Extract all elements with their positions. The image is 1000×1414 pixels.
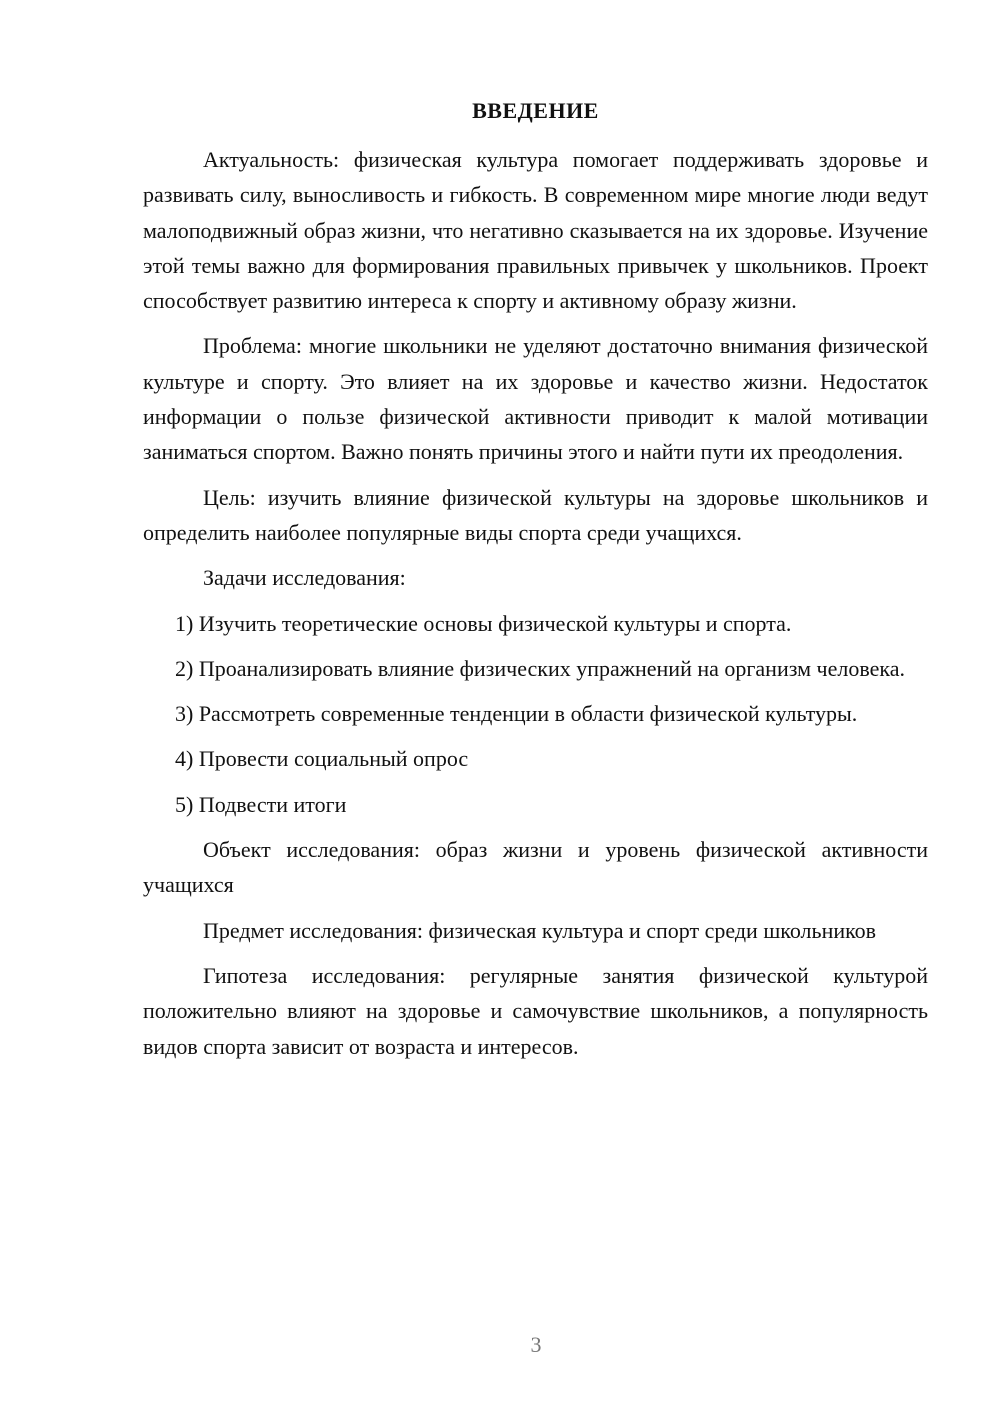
task-item-4: 4) Провести социальный опрос [175, 746, 469, 772]
page-number: 3 [530, 1332, 542, 1357]
paragraph-relevance: Актуальность: физическая культура помогает поддерживать здоровье и развивать силу, выносливость и гибкость. В современном мире многие люди ведут малоподвижный образ жизни, что негативно сказывается на их здоровье. Изучение этой темы важно для формирования правильных привычек у школьников. Проект способствует развитию интереса к спорту и активному образу жизни. [143, 147, 928, 314]
paragraph-hypothesis: Гипотеза исследования: регулярные занятия физической культурой положительно влияют на здоровье и самочувствие школьников, а популярность видов спорта зависит от возраста и интересов. [143, 962, 928, 1059]
paragraph-goal: Цель: изучить влияние физической культуры на здоровье школьников и определить наиболее популярные виды спорта среди учащихся. [143, 484, 928, 545]
document-body [143, 142, 928, 1074]
task-item-1: 1) Изучить теоретические основы физической культуры и спорта. [175, 610, 792, 636]
page-title: ВВЕДЕНИЕ [472, 98, 599, 123]
task-item-2: 2) Проанализировать влияние физических упражнений на организм человека. [175, 655, 905, 681]
task-item-3: 3) Рассмотреть современные тенденции в области физической культуры. [175, 701, 858, 727]
tasks-heading: Задачи исследования: [203, 565, 406, 591]
paragraph-problem: Проблема: многие школьники не уделяют достаточно внимания физической культуре и спорту. Это влияет на их здоровье и качество жизни. Недостаток информации о пользе физической активности приводит к малой мотивации заниматься спортом. Важно понять причины этого и найти пути их преодоления. [143, 333, 928, 465]
paragraph-subject: Предмет исследования: физическая культура и спорт среди школьников [203, 917, 877, 943]
task-item-5: 5) Подвести итоги [175, 791, 347, 817]
paragraph-object: Объект исследования: образ жизни и уровень физической активности учащихся [143, 837, 928, 898]
